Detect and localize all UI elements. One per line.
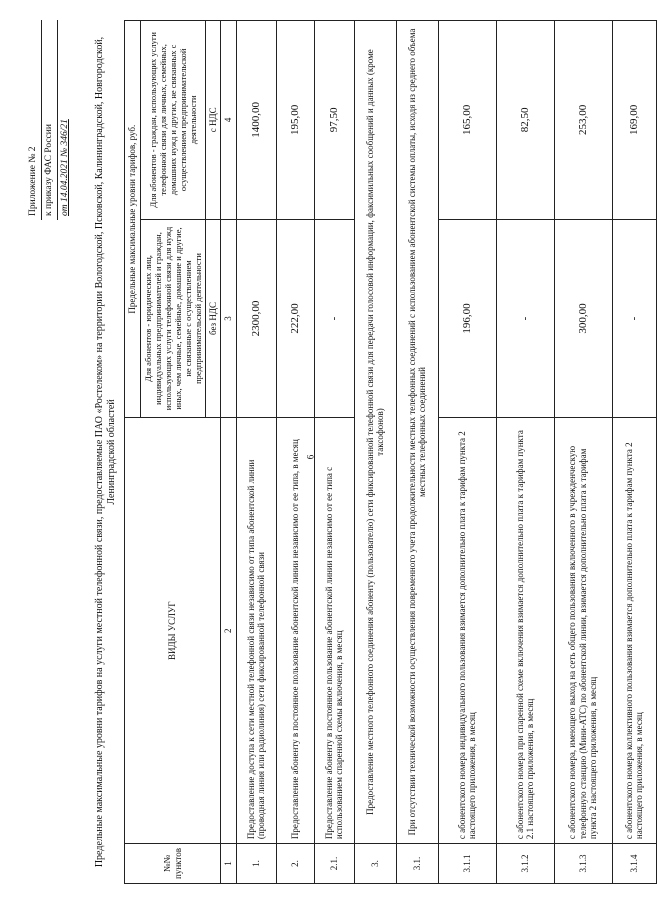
row-no: 1. [236,844,276,884]
row-service: Предоставление абоненту в постоянное пользование абонентской линии независимо от ее типа с использованием спаренной схемы включения, в месяц [314,418,354,844]
row-service: с абонентского номера при спаренной схеме включения взимается дополнительно плата к тарифам пункта 2.1 настоящего приложения, в месяц [496,418,554,844]
index-4: 4 [221,21,237,220]
row-legal-value: 2300,00 [236,219,276,418]
row-citizen-value: 82,50 [496,21,554,220]
row-legal-value: 222,00 [276,219,314,418]
tariff-table [124,20,657,884]
row-service: Предоставление доступа к сети местной телефонной связи независимо от типа абонентской линии (проводная линия или радиолиния) сети фиксированной телефонной связи [236,418,276,844]
table-row [496,21,554,884]
header-vat-incl: с НДС [205,21,221,220]
document-sheet [20,12,644,892]
table-row [612,21,656,884]
table-row [396,21,438,884]
header-legal: Для абонентов - юридических лиц, индивидуальных предпринимателей и граждан, использующих услуги телефонной связи для нужд иных, чем личные, семейные, домашние и другие, не связанные с осуществлением предпринимательской деятельности [140,219,205,418]
row-no: 3.1.2 [496,844,554,884]
header-row-1 [125,21,141,884]
row-no: 3.1. [396,844,438,884]
row-service: Предоставление абоненту в постоянное пользование абонентской линии независимо от ее типа, в месяц [276,418,314,844]
header-no: №№ пунктов [125,844,221,884]
row-legal-value: - [612,219,656,418]
row-citizen-value: 195,00 [276,21,314,220]
row-legal-value: - [314,219,354,418]
table-row [438,21,496,884]
table-row [554,21,612,884]
appendix-line-3: от 14.04.2021 № 346/21 [60,119,70,216]
row-legal-value: 196,00 [438,219,496,418]
row-no: 3. [354,844,396,884]
table-row [354,21,396,884]
header-vat-excl: без НДС [205,219,221,418]
row-no: 3.1.1 [438,844,496,884]
index-3: 3 [221,219,237,418]
row-no: 2.1. [314,844,354,884]
row-citizen-value: 97,50 [314,21,354,220]
row-service: с абонентского номера коллективного пользования взимается дополнительно плата к тарифам пункта 2 настоящего приложения, в месяц [612,418,656,844]
row-no: 3.1.3 [554,844,612,884]
appendix-block [26,20,73,220]
row-legal-value: - [496,219,554,418]
row-service: Предоставление местного телефонного соединения абоненту (пользователю) сети фиксированной телефонной связи для передачи голосовой информации, факсимильных сообщений и данных (кроме таксофонов) [354,21,396,844]
table-row [236,21,276,884]
table-row [276,21,314,884]
appendix-line-2: к приказу ФАС России [42,20,58,220]
appendix-line-1: Приложение № 2 [26,20,42,220]
row-legal-value: 300,00 [554,219,612,418]
row-service: с абонентского номера индивидуального пользования взимается дополнительно плата к тарифам пункта 2 настоящего приложения, в месяц [438,418,496,844]
table-row [314,21,354,884]
page-number: 6 [305,454,316,460]
row-no: 2. [276,844,314,884]
row-citizen-value: 165,00 [438,21,496,220]
row-service: При отсутствии технической возможности осуществления повременного учета продолжительности местных телефонных соединений с использованием абонентской системы оплаты, исходя из среднего объема местных телефонных соединений [396,21,438,844]
row-citizen-value: 1400,00 [236,21,276,220]
row-citizen-value: 169,00 [612,21,656,220]
index-1: 1 [221,844,237,884]
index-2: 2 [221,418,237,844]
row-citizen-value: 253,00 [554,21,612,220]
row-no: 3.1.4 [612,844,656,884]
header-levels: Предельные максимальные уровни тарифов, руб. [125,21,141,418]
row-service: с абонентского номера, имеющего выход на сеть общего пользования включенного в учрежденческую телефонную станцию (Мини-АТС) по абонентской линии, взимается дополнительно плата к тарифам пункта 2 настоящего приложения, в месяц [554,418,612,844]
document-title: Предельные максимальные уровни тарифов на услуги местной телефонной связи, предоставляемые ПАО «Ростелеком» на территории Вологодской, Псковской, Калининградской, Новгородской, Ленинградской областей [94,36,117,868]
index-row [221,21,237,884]
header-service: ВИДЫ УСЛУГ [125,418,221,844]
header-citizen: Для абонентов - граждан, использующих услуги телефонной связи для личных, семейных, домашних нужд и других, не связанных с осуществлением предпринимательской деятельности [140,21,205,220]
